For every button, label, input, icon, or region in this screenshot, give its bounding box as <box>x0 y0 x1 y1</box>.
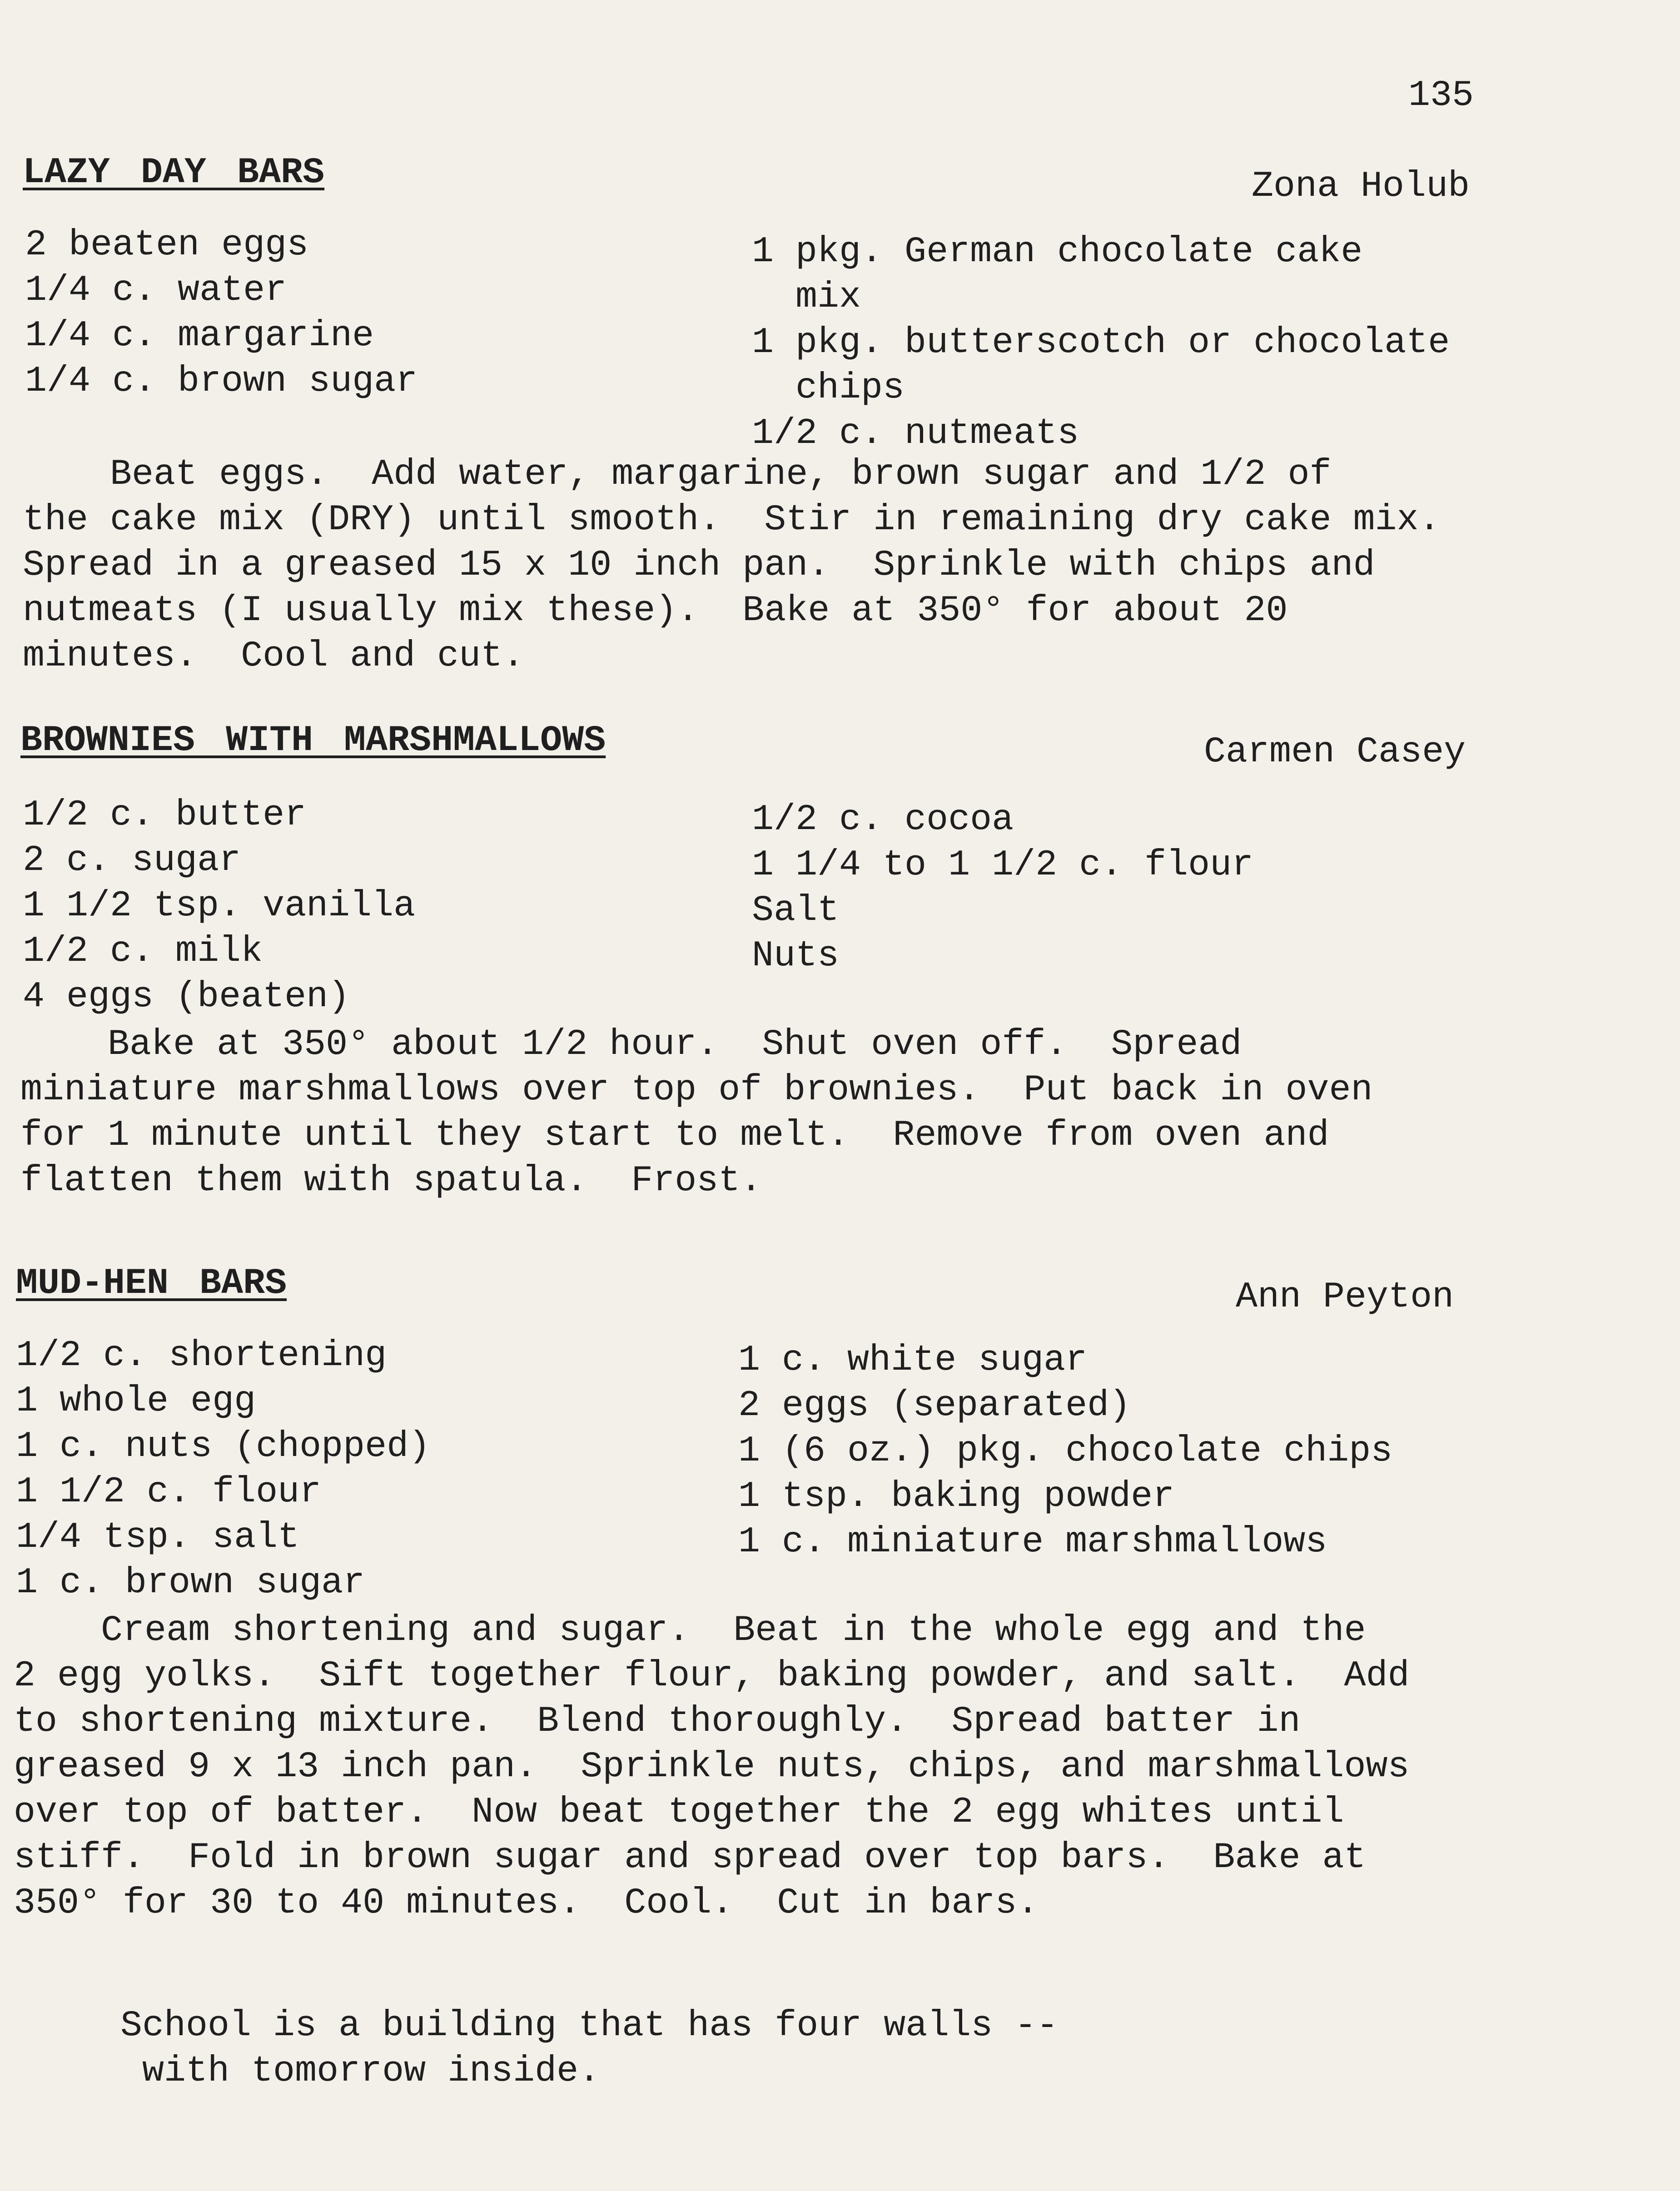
recipe-instructions <box>23 452 1441 679</box>
recipe-title: MUD-HEN BARS <box>16 1263 287 1304</box>
instruction-line: over top of batter. Now beat together the 2 egg whites until <box>14 1792 1344 1833</box>
instruction-line: flatten them with spatula. Frost. <box>20 1160 762 1202</box>
ingredient: 1 tsp. baking powder <box>738 1476 1175 1517</box>
instruction-line: Spread in a greased 15 x 10 inch pan. Sprinkle with chips and <box>23 545 1375 586</box>
instruction-line: Beat eggs. Add water, margarine, brown sugar and 1/2 of <box>23 454 1332 495</box>
ingredients-left <box>23 793 415 1020</box>
ingredient: 1 whole egg <box>16 1381 256 1422</box>
ingredient: 1 1/4 to 1 1/2 c. flour <box>752 845 1254 886</box>
recipe-instructions <box>20 1022 1372 1204</box>
instruction-line: Bake at 350° about 1/2 hour. Shut oven off. Spread <box>20 1024 1242 1065</box>
instruction-line: for 1 minute until they start to melt. Remove from oven and <box>20 1115 1329 1156</box>
ingredient: 1/4 c. brown sugar <box>25 361 418 402</box>
ingredient: 1/2 c. shortening <box>16 1335 387 1376</box>
ingredient: chips <box>752 368 905 409</box>
ingredient: 1 c. white sugar <box>738 1340 1088 1381</box>
instruction-line: miniature marshmallows over top of brownies. Put back in oven <box>20 1069 1373 1111</box>
ingredient: 1/2 c. cocoa <box>752 799 1014 840</box>
ingredient: mix <box>752 277 861 318</box>
instruction-line: nutmeats (I usually mix these). Bake at 350° for about 20 <box>23 590 1288 631</box>
ingredients-left <box>25 223 418 404</box>
ingredients-right <box>738 1338 1392 1565</box>
page-number: 135 <box>1408 75 1474 116</box>
ingredient: 1/4 tsp. salt <box>16 1517 300 1558</box>
ingredient: 1 1/2 c. flour <box>16 1471 322 1513</box>
recipe-author: Carmen Casey <box>1204 731 1466 773</box>
instruction-line: to shortening mixture. Blend thoroughly. Spread batter in <box>14 1701 1301 1742</box>
ingredient: 1 c. nuts (chopped) <box>16 1426 431 1467</box>
instruction-line: 350° for 30 to 40 minutes. Cool. Cut in bars. <box>14 1883 1039 1924</box>
ingredients-left <box>16 1333 430 1606</box>
ingredient: 1 c. brown sugar <box>16 1562 365 1604</box>
ingredient: 1 pkg. butterscotch or chocolate <box>752 322 1450 363</box>
instruction-line: 2 egg yolks. Sift together flour, baking powder, and salt. Add <box>14 1655 1410 1697</box>
ingredients-right <box>752 229 1450 457</box>
instruction-line: Cream shortening and sugar. Beat in the whole egg and the <box>14 1610 1366 1651</box>
ingredient: 1 c. miniature marshmallows <box>738 1521 1327 1563</box>
ingredient: 4 eggs (beaten) <box>23 976 350 1018</box>
recipe-title: LAZY DAY BARS <box>23 152 325 194</box>
instruction-line: stiff. Fold in brown sugar and spread over top bars. Bake at <box>14 1837 1366 1878</box>
recipe-title: BROWNIES WITH MARSHMALLOWS <box>20 720 606 761</box>
ingredient: 1 pkg. German chocolate cake <box>752 231 1363 273</box>
recipe-author: Ann Peyton <box>1236 1277 1454 1318</box>
ingredient: 1/2 c. butter <box>23 795 307 836</box>
ingredients-right <box>752 797 1253 979</box>
ingredient: 1 (6 oz.) pkg. chocolate chips <box>738 1431 1393 1472</box>
quote-line: School is a building that has four walls -- <box>120 2005 1059 2047</box>
ingredient: 1/4 c. water <box>25 270 287 311</box>
ingredient: 1/4 c. margarine <box>25 315 374 357</box>
ingredient: 1/2 c. milk <box>23 931 263 972</box>
instruction-line: greased 9 x 13 inch pan. Sprinkle nuts, chips, and marshmallows <box>14 1746 1410 1788</box>
closing-quote <box>120 2003 1058 2094</box>
ingredient: 2 eggs (separated) <box>738 1385 1131 1426</box>
ingredient: 2 beaten eggs <box>25 224 309 266</box>
ingredient: Salt <box>752 890 840 931</box>
ingredient: 1/2 c. nutmeats <box>752 413 1079 454</box>
quote-line: with tomorrow inside. <box>120 2051 601 2092</box>
instruction-line: minutes. Cool and cut. <box>23 636 525 677</box>
ingredient: Nuts <box>752 935 840 977</box>
recipe-instructions <box>14 1608 1410 1926</box>
ingredient: 1 1/2 tsp. vanilla <box>23 885 416 927</box>
instruction-line: the cake mix (DRY) until smooth. Stir in remaining dry cake mix. <box>23 499 1441 541</box>
ingredient: 2 c. sugar <box>23 840 241 881</box>
recipe-author: Zona Holub <box>1252 166 1470 207</box>
